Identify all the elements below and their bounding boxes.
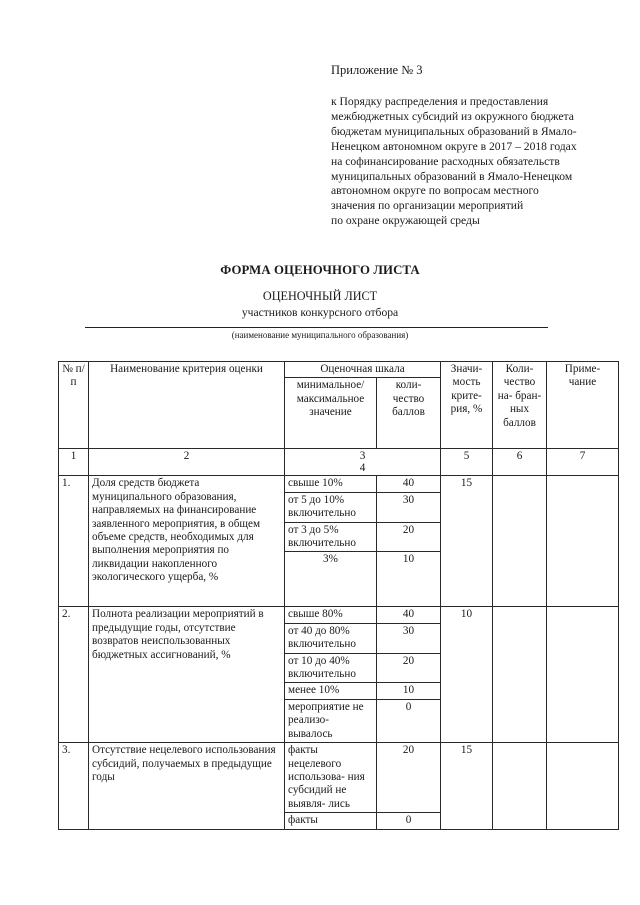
scale-value: от 10 до 40% включительно (285, 653, 377, 683)
scale-value: от 3 до 5% включительно (285, 522, 377, 552)
scale-points: 30 (377, 492, 441, 522)
scale-points: 40 (377, 607, 441, 623)
scale-points: 0 (377, 699, 441, 742)
scale-points: 20 (377, 743, 441, 813)
scale-value: мероприятие не реализо- вывалось (285, 699, 377, 742)
appendix-line: межбюджетных субсидий из окружного бюджета (331, 109, 574, 123)
scale-value: свыше 80% (285, 607, 377, 623)
scale-points: 20 (377, 522, 441, 552)
row-number: 3. (59, 743, 89, 829)
column-number: 34 (285, 449, 441, 476)
scale-value: факты нецелевого использова- ния субсидий не выявля- лись (285, 743, 377, 813)
note-cell (547, 476, 619, 607)
criteria-table (58, 361, 619, 830)
row-number: 2. (59, 607, 89, 743)
note-cell (547, 607, 619, 743)
appendix-line: Ненецком автономном округе в 2017 – 2018 годах (331, 139, 577, 153)
scored-points-cell (493, 743, 547, 829)
header-num: № п/п (59, 362, 89, 449)
scale-value: от 5 до 10% включительно (285, 492, 377, 522)
criterion-significance: 15 (441, 476, 493, 607)
column-number: 2 (89, 449, 285, 476)
criterion-name: Доля средств бюджета муниципального образования, направляемых на финансирование заявленного мероприятия, в общем объеме средств, необходимых для выполнения мероприятия по ликвидации накопленного экологического ущерба, % (89, 476, 285, 607)
scored-points-cell (493, 476, 547, 607)
scored-points-cell (493, 607, 547, 743)
scale-value: от 40 до 80% включительно (285, 623, 377, 653)
scale-points: 40 (377, 476, 441, 492)
scale-points: 0 (377, 813, 441, 829)
scale-value: менее 10% (285, 683, 377, 699)
scale-points: 10 (377, 552, 441, 607)
appendix-line: по охране окружающей среды (331, 214, 480, 228)
appendix-line: муниципальных образований в Ямало-Ненецком (331, 169, 573, 183)
table-row (59, 743, 619, 813)
scale-points: 20 (377, 653, 441, 683)
criterion-significance: 15 (441, 743, 493, 829)
header-significance: Значи- мость крите- рия, % (441, 362, 493, 449)
sheet-title: ОЦЕНОЧНЫЙ ЛИСТ (262, 289, 378, 303)
criterion-name: Отсутствие нецелевого использования субсидий, получаемых в предыдущие годы (89, 743, 285, 829)
note-cell (547, 743, 619, 829)
column-number: 1 (59, 449, 89, 476)
form-title: ФОРМА ОЦЕНОЧНОГО ЛИСТА (220, 263, 420, 277)
table-header-row (59, 362, 619, 378)
scale-value: факты (285, 813, 377, 829)
header-minmax: минимальное/ максимальное значение (285, 378, 377, 449)
sheet-subtitle: участников конкурсного отбора (241, 306, 399, 319)
scale-points: 30 (377, 623, 441, 653)
scale-value: 3% (285, 552, 377, 607)
appendix-text (331, 95, 621, 229)
header-scale: Оценочная шкала (285, 362, 441, 378)
column-number: 7 (547, 449, 619, 476)
appendix-line: бюджетам муниципальных образований в Ямало- (331, 124, 577, 138)
appendix-line: значения по организации мероприятий (331, 199, 524, 213)
appendix-title: Приложение № 3 (331, 63, 423, 77)
appendix-line: к Порядку распределения и предоставления (331, 95, 549, 108)
header-points: коли- чество баллов (377, 378, 441, 449)
municipality-name-caption: (наименование муниципального образования) (231, 330, 409, 340)
criterion-name: Полнота реализации мероприятий в предыдущие годы, отсутствие возвратов неиспользованных бюджетных ассигнований, % (89, 607, 285, 743)
criterion-significance: 10 (441, 607, 493, 743)
table-row (59, 607, 619, 623)
scale-value: свыше 10% (285, 476, 377, 492)
column-numbers-row (59, 449, 619, 476)
header-scored: Коли- чество на- бран- ных баллов (493, 362, 547, 449)
municipality-name-line (85, 327, 548, 328)
column-number: 6 (493, 449, 547, 476)
header-note: Приме- чание (547, 362, 619, 449)
table-row (59, 476, 619, 492)
row-number: 1. (59, 476, 89, 607)
column-number: 5 (441, 449, 493, 476)
appendix-line: автономном округе по вопросам местного (331, 184, 539, 198)
scale-points: 10 (377, 683, 441, 699)
appendix-line: на софинансирование расходных обязательств (331, 154, 560, 168)
header-criterion: Наименование критерия оценки (89, 362, 285, 449)
